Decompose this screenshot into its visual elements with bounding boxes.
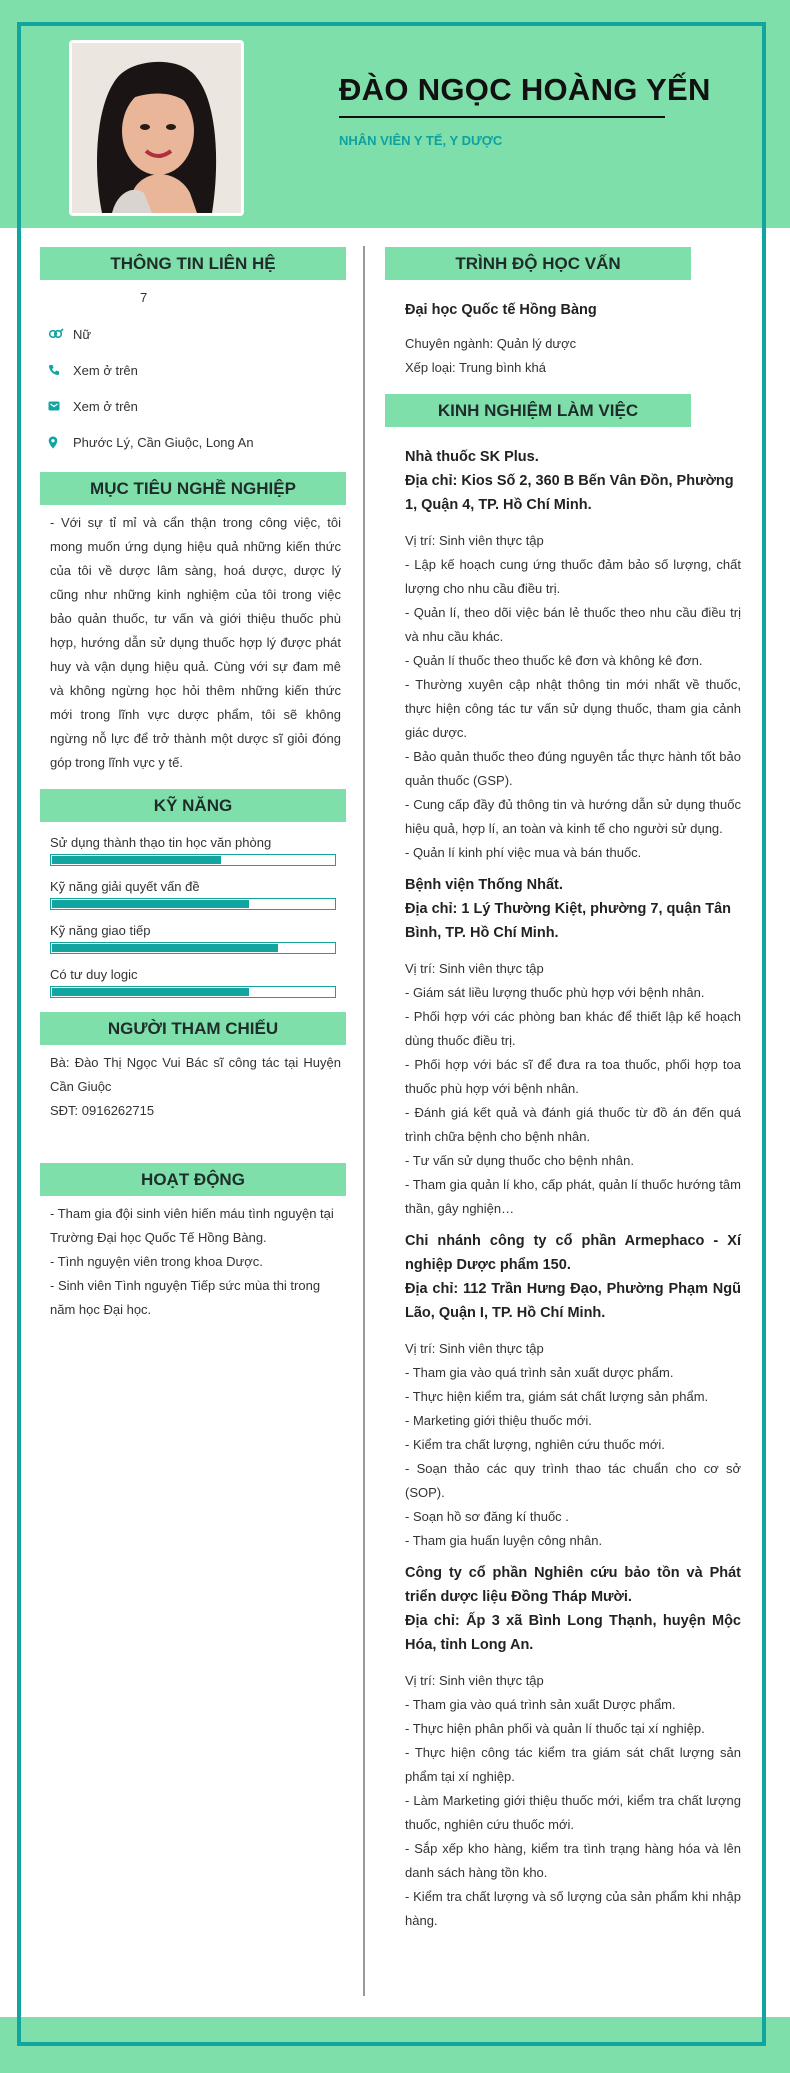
- job-duty: - Thường xuyên cập nhật thông tin mới nhất về thuốc, thực hiện công tác tư vấn sử dụng thuốc, tham gia cảnh giác dược.: [405, 677, 741, 740]
- right-column: [385, 247, 747, 1933]
- job-duty: - Tham gia vào quá trình sản xuất dược phẩm.: [405, 1365, 674, 1380]
- activity-item: - Tham gia đội sinh viên hiến máu tình nguyện tại Trường Đại học Quốc Tế Hồng Bàng.: [50, 1206, 334, 1245]
- activities-list: [40, 1196, 346, 1322]
- skill-item: [40, 832, 346, 866]
- job-duty: - Đánh giá kết quả và đánh giá thuốc từ đồ án đến quá trình chữa bệnh cho bệnh nhân.: [405, 1105, 741, 1144]
- job-duty: - Giám sát liều lượng thuốc phù hợp với bệnh nhân.: [405, 985, 705, 1000]
- contact-address: [40, 424, 346, 460]
- experience-job: [385, 865, 747, 1221]
- job-organization: Công ty cổ phần Nghiên cứu bảo tồn và Phát triển dược liệu Đồng Tháp Mười. Địa chỉ: Ấp 3 xã Bình Long Thạnh, huyện Mộc Hóa, tỉnh Long An.: [405, 1565, 741, 1653]
- education-school: Đại học Quốc tế Hồng Bàng: [405, 302, 597, 318]
- location-pin-icon: [40, 436, 65, 449]
- column-divider: [363, 246, 365, 1996]
- phone-value[interactable]: Xem ở trên: [73, 362, 138, 378]
- skill-bar-fill: [52, 900, 249, 908]
- job-duty: - Phối hợp với các phòng ban khác để thiết lập kế hoạch dùng thuốc điều trị.: [405, 1009, 741, 1048]
- experience-job: [385, 427, 747, 865]
- job-role: Vị trí: Sinh viên thực tập: [405, 961, 544, 976]
- activities-heading: HOẠT ĐỘNG: [40, 1163, 346, 1196]
- skill-item: [40, 876, 346, 910]
- job-role: Vị trí: Sinh viên thực tập: [405, 1673, 544, 1688]
- job-duty: - Kiểm tra chất lượng và số lượng của sản phẩm khi nhập hàng.: [405, 1889, 741, 1928]
- job-duty: - Cung cấp đầy đủ thông tin và hướng dẫn sử dụng thuốc hiệu quả, hợp lí, an toàn và kinh tế cho người sử dụng.: [405, 797, 741, 836]
- skill-bar-fill: [52, 856, 221, 864]
- gender-value: Nữ: [73, 326, 92, 342]
- contact-heading: THÔNG TIN LIÊN HỆ: [40, 247, 346, 280]
- objective-heading: MỤC TIÊU NGHỀ NGHIỆP: [40, 472, 346, 505]
- reference-line: Bà: Đào Thị Ngọc Vui Bác sĩ công tác tại Huyện Cần Giuộc: [50, 1055, 341, 1094]
- job-duty: - Làm Marketing giới thiệu thuốc mới, kiểm tra chất lượng thuốc, nghiên cứu thuốc mới.: [405, 1793, 741, 1832]
- skill-bar-fill: [52, 988, 249, 996]
- phone-icon: [40, 364, 65, 376]
- candidate-name: ĐÀO NGỌC HOÀNG YẾN: [339, 72, 711, 107]
- education-major: Chuyên ngành: Quản lý dược: [405, 336, 577, 351]
- job-duty: - Sắp xếp kho hàng, kiểm tra tình trạng hàng hóa và lên danh sách hàng tồn kho.: [405, 1841, 741, 1880]
- objective-text: - Với sự tỉ mỉ và cẩn thận trong công việc, tôi mong muốn ứng dụng hiệu quả những kiến thức của tôi về dược lâm sàng, hoá dược, dược lý cũng như những kinh nghiệm của tôi trong việc bảo quản thuốc, tư vấn và giới thiệu thuốc phù hợp, hướng dẫn sử dụng thuốc hợp lý được phát huy và vận dụng hiệu quả. Cùng với sự đam mê và không ngừng học hỏi thêm những kiến thức mới trong lĩnh vực dược phẩm, tôi sẽ không ngừng nỗ lực để trở thành một dược sĩ giỏi đóng góp trong lĩnh vực y tế.: [50, 515, 341, 770]
- address-value: Phước Lý, Cần Giuộc, Long An: [73, 434, 254, 450]
- skill-bar: [50, 854, 336, 866]
- job-organization: Chi nhánh công ty cổ phần Armephaco - Xí nghiệp Dược phẩm 150. Địa chỉ: 112 Trần Hưng Đạo, Phường Phạm Ngũ Lão, Quận I, TP. Hồ Chí Minh.: [405, 1233, 741, 1321]
- contact-gender: [40, 316, 346, 352]
- skill-bar-fill: [52, 944, 278, 952]
- skill-label: Kỹ năng giao tiếp: [50, 923, 151, 938]
- reference-phone: SĐT: 0916262715: [50, 1103, 155, 1118]
- job-duty: - Tham gia vào quá trình sản xuất Dược phẩm.: [405, 1697, 676, 1712]
- job-duty: - Thực hiện kiểm tra, giám sát chất lượng sản phẩm.: [405, 1389, 709, 1404]
- skill-label: Sử dụng thành thạo tin học văn phòng: [50, 835, 272, 850]
- job-duty: - Marketing giới thiệu thuốc mới.: [405, 1413, 592, 1428]
- job-role: Vị trí: Sinh viên thực tập: [405, 533, 544, 548]
- job-duty: - Tham gia huấn luyện công nhân.: [405, 1533, 603, 1548]
- job-duty: - Quản lí thuốc theo thuốc kê đơn và không kê đơn.: [405, 653, 703, 668]
- contact-phone: [40, 352, 346, 388]
- skill-label: Kỹ năng giải quyết vấn đề: [50, 879, 200, 894]
- experience-job: [385, 1553, 747, 1933]
- reference-heading: NGƯỜI THAM CHIẾU: [40, 1012, 346, 1045]
- left-column: [40, 247, 346, 1322]
- job-organization: Bệnh viện Thống Nhất. Địa chỉ: 1 Lý Thường Kiệt, phường 7, quận Tân Bình, TP. Hồ Chí Minh.: [405, 877, 731, 941]
- email-value[interactable]: Xem ở trên: [73, 398, 138, 414]
- job-duty: - Lập kế hoạch cung ứng thuốc đảm bảo số lượng, chất lượng cho nhu cầu điều trị.: [405, 557, 741, 596]
- education-heading: TRÌNH ĐỘ HỌC VẤN: [385, 247, 691, 280]
- job-organization: Nhà thuốc SK Plus. Địa chỉ: Kios Số 2, 360 B Bến Vân Đồn, Phường 1, Quận 4, TP. Hồ Chí Minh.: [405, 449, 734, 513]
- email-icon: [40, 401, 65, 411]
- job-role: Vị trí: Sinh viên thực tập: [405, 1341, 544, 1356]
- skill-label: Có tư duy logic: [50, 967, 138, 982]
- job-duty: - Quản lí kinh phí việc mua và bán thuốc.: [405, 845, 642, 860]
- education-rank: Xếp loại: Trung bình khá: [405, 360, 546, 375]
- experience-job: [385, 1221, 747, 1553]
- skills-heading: KỸ NĂNG: [40, 789, 346, 822]
- activity-item: - Tình nguyện viên trong khoa Dược.: [50, 1254, 263, 1269]
- candidate-job-title: NHÂN VIÊN Y TẾ, Y DƯỢC: [339, 133, 503, 148]
- job-duty: - Soạn hồ sơ đăng kí thuốc .: [405, 1509, 569, 1524]
- contact-email: [40, 388, 346, 424]
- skills-list: [40, 822, 346, 998]
- skill-item: [40, 920, 346, 954]
- job-duty: - Tư vấn sử dụng thuốc cho bệnh nhân.: [405, 1153, 634, 1168]
- job-duty: - Quản lí, theo dõi việc bán lẻ thuốc theo nhu cầu điều trị và nhu cầu khác.: [405, 605, 741, 644]
- profile-photo: [69, 40, 244, 216]
- job-duty: - Tham gia quản lí kho, cấp phát, quản lí thuốc hướng tâm thần, gây nghiện…: [405, 1177, 741, 1216]
- contact-number: 7: [140, 290, 148, 305]
- skill-bar: [50, 942, 336, 954]
- gender-icon: [40, 327, 65, 341]
- skill-item: [40, 964, 346, 998]
- skill-bar: [50, 898, 336, 910]
- job-duty: - Soạn thảo các quy trình thao tác chuẩn cho cơ sở (SOP).: [405, 1461, 741, 1500]
- experience-heading: KINH NGHIỆM LÀM VIỆC: [385, 394, 691, 427]
- job-duty: - Kiểm tra chất lượng, nghiên cứu thuốc mới.: [405, 1437, 665, 1452]
- skill-bar: [50, 986, 336, 998]
- job-duty: - Bảo quản thuốc theo đúng nguyên tắc thực hành tốt bảo quản thuốc (GSP).: [405, 749, 741, 788]
- activity-item: - Sinh viên Tình nguyện Tiếp sức mùa thi trong năm học Đại học.: [50, 1278, 321, 1317]
- job-duty: - Phối hợp với bác sĩ để đưa ra toa thuốc, phối hợp toa thuốc phù hợp với bệnh nhân.: [405, 1057, 741, 1096]
- job-duty: - Thực hiện công tác kiểm tra giám sát chất lượng sản phẩm tại xí nghiệp.: [405, 1745, 741, 1784]
- name-underline: [339, 116, 665, 118]
- job-duty: - Thực hiện phân phối và quản lí thuốc tại xí nghiệp.: [405, 1721, 705, 1736]
